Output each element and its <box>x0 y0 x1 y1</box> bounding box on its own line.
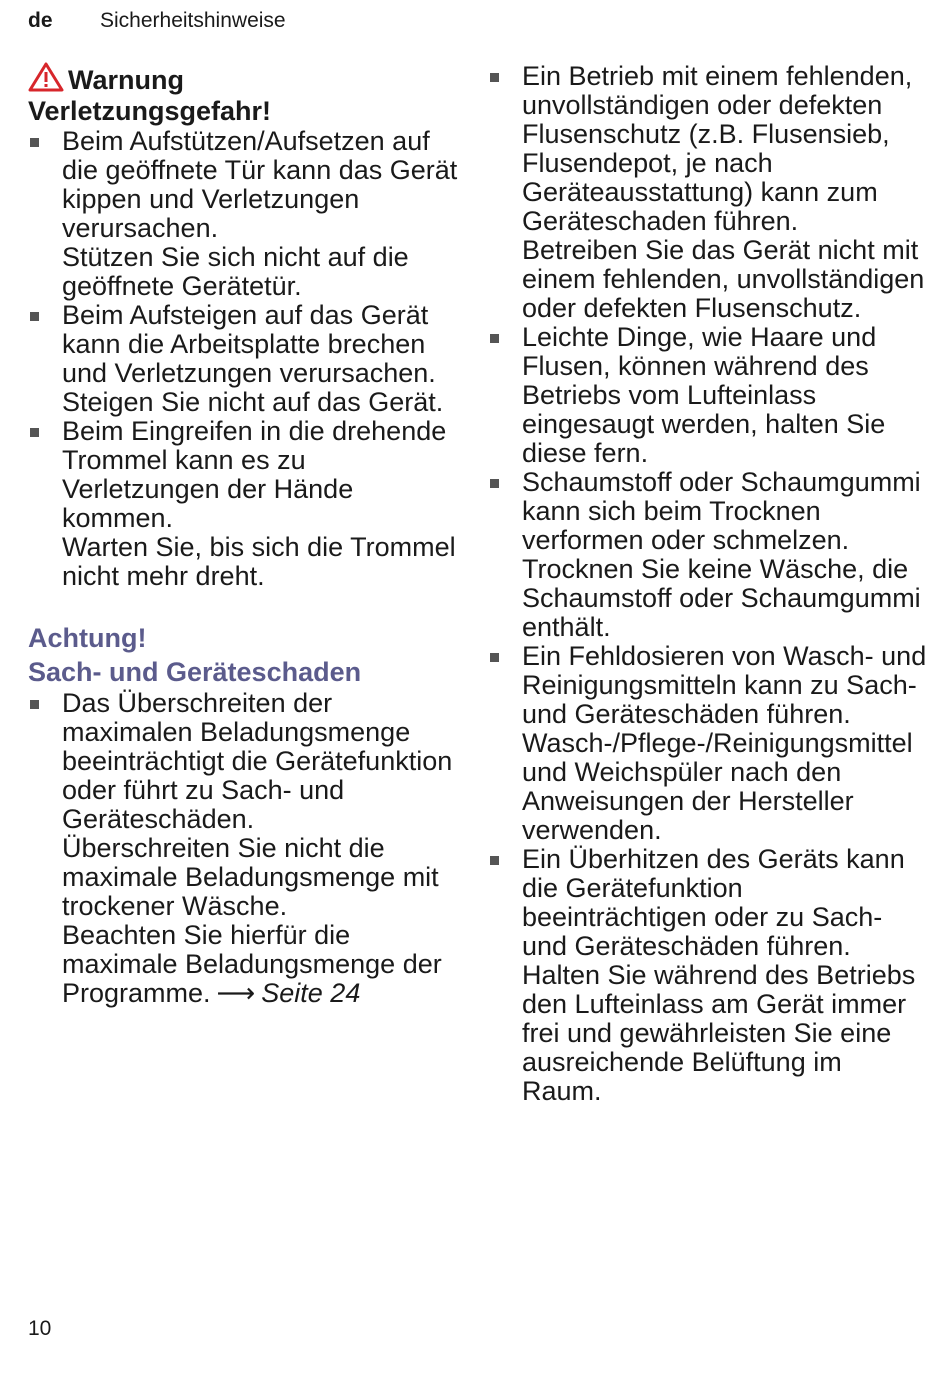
item-text: Beim Eingreifen in die drehende Trommel kann es zu Verletzungen der Hände kommen. <box>62 416 447 533</box>
list-item <box>28 417 468 591</box>
list-item <box>488 62 928 323</box>
item-text: Ein Überhitzen des Geräts kann die Gerätefunktion beeinträchtigen oder zu Sach- und Geräteschäden führen. <box>522 844 905 961</box>
list-item <box>488 323 928 468</box>
reference-text: Beachten Sie hierfür die maximale Beladungsmenge der Programme. <box>62 920 442 1008</box>
page-number: 10 <box>28 1317 52 1340</box>
section-spacer <box>28 591 468 621</box>
square-bullet-icon <box>490 334 499 343</box>
warning-label: Warnung <box>68 65 184 95</box>
item-text: Beim Aufstützen/Aufsetzen auf die geöffnete Tür kann das Gerät kippen und Verletzungen verursachen. <box>62 126 458 243</box>
item-text: Leichte Dinge, wie Haare und Flusen, können während des Betriebs vom Lufteinlass eingesaugt werden, halten Sie diese fern. <box>522 322 886 468</box>
attention-title: Achtung! <box>28 623 147 653</box>
square-bullet-icon <box>490 653 499 662</box>
attention-list-right <box>488 62 928 1106</box>
square-bullet-icon <box>30 138 39 147</box>
square-bullet-icon <box>490 73 499 82</box>
language-code: de <box>28 9 53 32</box>
page-reference <box>62 921 468 1008</box>
item-instruction: Trocknen Sie keine Wäsche, die Schaumstoff oder Schaumgummi enthält. <box>522 554 921 642</box>
item-instruction: Steigen Sie nicht auf das Gerät. <box>62 387 444 417</box>
square-bullet-icon <box>30 700 39 709</box>
warning-triangle-icon <box>28 62 64 92</box>
warning-title <box>28 62 468 96</box>
list-item <box>488 642 928 845</box>
arrow-right-icon: ⟶ <box>216 978 256 1008</box>
item-instruction: Halten Sie während des Betriebs den Lufteinlass am Gerät immer frei und gewährleisten Sie eine ausreichende Belüftung im Raum. <box>522 960 916 1106</box>
square-bullet-icon <box>490 856 499 865</box>
left-column <box>28 62 468 1008</box>
item-text: Das Überschreiten der maximalen Beladungsmenge beeinträchtigt die Gerätefunktion oder führt zu Sach- und Geräteschäden. <box>62 688 453 834</box>
item-text: Beim Aufsteigen auf das Gerät kann die Arbeitsplatte brechen und Verletzungen verursachen. <box>62 300 436 388</box>
item-instruction: Überschreiten Sie nicht die maximale Beladungsmenge mit trockener Wäsche. <box>62 833 439 921</box>
item-text: Ein Betrieb mit einem fehlenden, unvollständigen oder defekten Flusenschutz (z.B. Flusensieb, Flusendepot, je nach Geräteausstattung) kann zum Geräteschaden führen. <box>522 61 913 236</box>
item-instruction: Warten Sie, bis sich die Trommel nicht mehr dreht. <box>62 532 456 591</box>
item-text: Ein Fehldosieren von Wasch- und Reinigungsmitteln kann zu Sach- und Geräteschäden führen. <box>522 641 927 729</box>
item-instruction: Wasch-/Pflege-/Reinigungsmittel und Weichspüler nach den Anweisungen der Hersteller verwenden. <box>522 728 913 845</box>
attention-list-left <box>28 689 468 1008</box>
warning-list <box>28 127 468 591</box>
square-bullet-icon <box>490 479 499 488</box>
item-text: Schaumstoff oder Schaumgummi kann sich beim Trocknen verformen oder schmelzen. <box>522 467 921 555</box>
warning-subtitle: Verletzungsgefahr! <box>28 96 272 126</box>
list-item <box>488 845 928 1106</box>
item-instruction: Stützen Sie sich nicht auf die geöffnete Gerätetür. <box>62 242 409 301</box>
list-item <box>488 468 928 642</box>
page-reference-link[interactable]: Seite 24 <box>261 978 361 1008</box>
list-item <box>28 127 468 301</box>
square-bullet-icon <box>30 312 39 321</box>
square-bullet-icon <box>30 428 39 437</box>
list-item <box>28 301 468 417</box>
attention-subtitle: Sach- und Geräteschaden <box>28 657 362 687</box>
right-column <box>488 62 928 1106</box>
section-title: Sicherheitshinweise <box>100 9 286 32</box>
list-item <box>28 689 468 1008</box>
item-instruction: Betreiben Sie das Gerät nicht mit einem fehlenden, unvollständigen oder defekten Flusenschutz. <box>522 235 925 323</box>
